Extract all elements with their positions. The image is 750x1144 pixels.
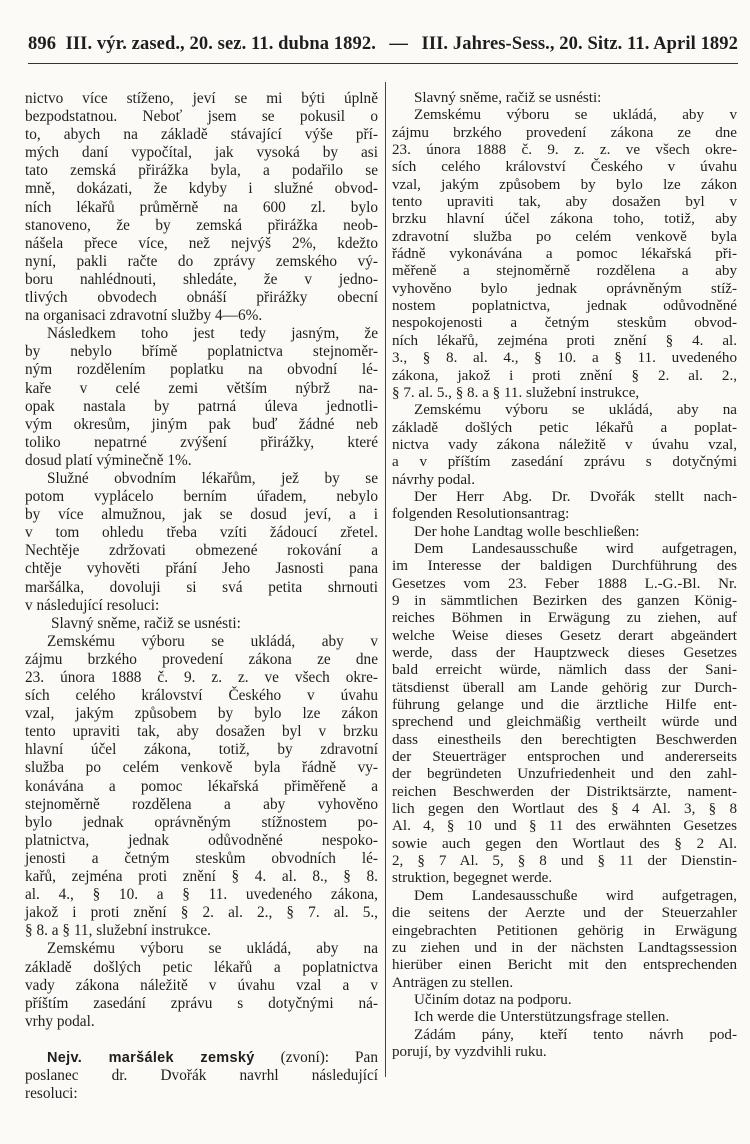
text-line: maršálka, dovoluji si svá petita shrnouti [25,578,378,596]
text-line: Dem Landesausschuße wird aufgetragen, [414,887,737,904]
speaker-name: Nejv. maršálek zemský [47,1049,255,1066]
text-line: der begründeten Unzufriedenheit und den zahl- [392,766,737,783]
text-line: bald erreicht würde, nämlich dass der Sani- [392,662,737,679]
text-line: základě došlých petic lékařů a poplatnictva [25,958,378,976]
text-line: Slavný sněme, račiž se usnésti: [51,614,241,632]
text-line: sích celého království Českého v úvahu [392,159,737,176]
text-line: to, abych na základě stávající výše pří- [25,126,378,144]
text-line: v následující resoluci: [25,596,160,614]
text-line: zájmu brzkého provedení zákona ze dne [25,650,378,668]
text-line: základě došlých petic lékařů a poplat- [392,419,737,436]
text-line: tato zemská přirážka byla, a podařilo se [25,162,378,180]
text-line: bezpodstatnou. Neboť jsem se pokusil o [25,108,378,126]
text-line: jakož i proti znění § 2. al. 2., § 7. al. 5., [25,904,378,922]
text-line: eingebrachten Petitionen gehörig in Erwägung [392,922,737,939]
page-number: 896 [28,34,57,54]
text-line [25,1049,378,1067]
header-german: III. Jahres-Sess., 20. Sitz. 11. April 1892 [421,34,738,54]
text-line: tento upraviti tak, aby dosažen byl v brzku [25,723,378,741]
paragraph [392,107,737,402]
text-line: bylo jednak oprávněným stížnostem po- [25,813,378,831]
text-line: sích celého království Českého v úvahu [25,687,378,705]
text-line: resoluci: [25,1085,78,1103]
speech-paragraph [25,1049,378,1103]
text-line: jenosti a četným steskům obvodních lé- [25,849,378,867]
text-line: v tom ohledu třeba vzíti žádoucí zřetel. [25,524,378,542]
text-line: Zemskému výboru se ukládá, aby v [414,107,737,124]
text-line: by více almužnou, jak se dosud jeví, a i [25,506,378,524]
paragraph [25,325,378,470]
text-line: vrhy podal. [25,1012,95,1030]
text-line: Zemskému výboru se ukládá, aby na [414,402,737,419]
text-line: Zemskému výboru se ukládá, aby na [47,940,378,958]
text-line: vým okresům, jiným pak buď žádné neb [25,415,378,433]
text-line: lich gegen den Wortlaut des § 4 Al. 3, § 8 [392,801,737,818]
text-line: zákona, jakož i proti znění § 2. al. 2., [392,367,737,384]
text-line: 9 in sämmtlichen Bezirken des ganzen König- [392,592,737,609]
header-separator: — [389,34,409,54]
text-line: 2, § 7 Al. 5, § 8 und § 11 der Dienstin- [392,853,737,870]
text-line: nictvo více stíženo, jeví se mi býti úplně [25,90,378,107]
text-line: poslanec dr. Dvořák navrhl následující [25,1066,378,1084]
text-line: Zádám pány, kteří tento návrh pod- [414,1026,737,1043]
text-line: Slavný sněme, račiž se usnésti: [414,90,602,106]
text-line: zdravotní služba po celém venkově byla [392,228,737,245]
text-line: dosud platí výminečně 1%. [25,451,192,469]
text-line: sprechend und gleichmäßig vertheilt würde und [392,714,737,731]
text-line: Následkem toho jest tedy jasným, že [47,325,378,343]
paragraph [25,470,378,615]
text-line: tlivých obvodech obnáší přirážky obecní [25,289,378,307]
text-line: vzal, jakým způsobem by bylo lze zákon [392,176,737,193]
paragraph [25,90,378,325]
text-line: nictva vady zákona náležitě v úvahu vzal, [392,436,737,453]
text-line: reichen Beschwerden der Distriktsärzte, nament- [392,783,737,800]
text-line: 3., § 8. al. 4., § 10. a § 11. uvedeného [392,350,737,367]
text-line: nyní, pakli račte do zprávy zemského vý- [25,252,378,270]
paragraph [25,633,378,941]
text-line: tätsdienst überall am Lande gehörig zur Durch- [392,679,737,696]
text-line: nášela přece více, než nejvýš 2%, kdežto [25,234,378,252]
text-line: folgenden Resolutionsantrag: [392,506,570,523]
text-line: potom vyplácelo berním úřadem, nebylo [25,488,378,506]
text-line: Der Herr Abg. Dr. Dvořák stellt nach- [414,488,737,505]
text-line: 23. února 1888 č. 9. z. z. ve všech okre- [392,142,737,159]
text-line: zájmu brzkého provedení zákona ze dne [392,124,737,141]
text-line: zu ziehen und in der nächsten Landtagssession [392,939,737,956]
text-line: im Interesse der baldigen Durchführung des [392,558,737,575]
paragraph [25,940,378,1030]
text-line: hlavní účel zákona, totiž, by zdravotní [25,741,378,759]
text-line: reiches Böhmen in Erwägung zu ziehen, auf [392,610,737,627]
text-line: 23. února 1888 č. 9. z. z. ve všech okre- [25,669,378,686]
text-line: § 7. al. 5., § 8. a § 11. služební instrukce, [392,384,640,401]
text-line: tento upraviti tak, aby dosažen byl v [392,194,737,211]
text-line: chtěje vyhověti přání Jeho Jasnosti pana [25,560,378,578]
text-line: kařů, zejména proti znění § 4. al. 8., § 8. [25,868,378,886]
text-line: konávána a pomoc lékařská přiměřeně a [25,777,378,795]
text-line: Zemskému výboru se ukládá, aby v [47,632,378,650]
speech-text: (zvoní): Pan [280,1048,378,1066]
text-line: nespokojenosti a četným steskům obvod- [392,315,737,332]
text-line: Služné obvodním lékařům, jež by se [47,469,378,487]
paragraph [392,1009,737,1026]
text-line: hierüber einen Bericht mit den entsprechenden [392,957,737,974]
text-line: a v příštím zasedání zprávu s dotyčnými [392,454,737,471]
text-line: dass einestheils den berechtigten Beschwerden [392,731,737,748]
text-line: Der hohe Landtag wolle beschließen: [414,523,640,540]
text-line: Dem Landesausschuße wird aufgetragen, [414,540,737,557]
left-column [25,90,378,1103]
text-line: al. 4., § 10. a § 11. uvedeného zákona, [25,886,378,904]
text-line: struktion, begegnet werde. [392,870,553,887]
text-line: § 8. a § 11, služební instrukce. [25,922,211,940]
paragraph [392,888,737,992]
text-line: brzku hlavní účel zákona toho, totiž, aby [392,211,737,228]
text-line: měřeně a stejnoměrně rozdělena a aby [392,263,737,280]
paragraph [392,992,737,1009]
text-line: sowie auch gegen den Wortlaut des § 2 Al. [392,835,737,852]
column-divider [385,82,386,1077]
text-line: řádně vykonávána a pomoc lékařská při- [392,246,737,263]
text-line: die seitens der Aerzte und der Steuerzahler [392,905,737,922]
running-header [28,34,738,55]
text-line: vady zákona náležitě v úvahu vzal a v [25,976,378,994]
text-line: stejnoměrně rozdělena a aby vyhověno [25,795,378,813]
paragraph [392,524,737,541]
text-line: Al. 4, § 10 und § 11 des erwähnten Gesetzes [392,818,737,835]
text-line: vzal, jakým způsobem by bylo lze zákon [25,705,378,723]
paragraph [392,402,737,489]
paragraph [25,615,378,633]
text-line: na organisaci zdravotní služby 4—6%. [25,307,263,325]
text-line: werde, dass der Hauptzweck dieses Gesetzes [392,645,737,661]
text-line: porují, by vyzdvihli ruku. [392,1043,547,1060]
text-line: Ich werde die Unterstützungsfrage stellen. [414,1009,670,1026]
text-line: nostem poplatnictva, jednak odůvodněné [392,298,737,315]
text-line: mně, dokázati, že kdyby i služné obvod- [25,180,378,198]
text-line: služba po celém venkově byla řádně vy- [25,759,378,777]
spacer [25,1031,378,1049]
text-line: stanoveno, že by zemská přirážka neob- [25,216,378,234]
right-column [392,90,737,1061]
text-line: by nebylo břímě poplatnictva stejnoměr- [25,343,378,361]
header-rule [28,63,738,64]
text-line: příštím zasedání zprávu s dotyčnými ná- [25,994,378,1012]
text-line: führung gelange und die ärztliche Hilfe ent- [392,697,737,714]
text-line: Gesetzes vom 23. Feber 1888 L.-G.-Bl. Nr. [392,575,737,592]
text-line: opak nastala by patrná úleva jednotli- [25,397,378,415]
paragraph [392,1027,737,1062]
text-line: platnictva, jednak odůvodněné nespoko- [25,831,378,849]
text-line: Nechtěje zdržovati obmezené rokování a [25,542,378,560]
paragraph [392,90,737,107]
text-line: kaře v celé zemi větším nýbrž na- [25,379,378,397]
text-line: mých daní vypočítal, jak vysoká by asi [25,144,378,162]
paragraph [392,541,737,888]
header-czech: III. výr. zased., 20. sez. 11. dubna 1892. [65,34,376,54]
text-line: návrhy podal. [392,471,475,488]
text-line: ních lékařů průměrně na 600 zl. bylo [25,198,378,216]
text-line: Učiním dotaz na podporu. [414,991,572,1008]
text-line: ným rozdělením poplatku na obvodní lé- [25,361,378,379]
text-line: ních lékařů, zejména proti znění § 4. al. [392,332,737,349]
text-line: boru nahlédnouti, shledáte, že v jedno- [25,270,378,288]
text-line: vyhověno bylo jednak oprávněným stíž- [392,280,737,297]
text-line: toliko nepatrné zvýšení přirážky, které [25,433,378,451]
paragraph [392,489,737,524]
text-line: welche Weise dieses Gesetz derart abgeändert [392,627,737,644]
text-line: der Steuerträger entsprochen und andererseits [392,749,737,766]
text-line: Anträgen zu stellen. [392,974,514,991]
